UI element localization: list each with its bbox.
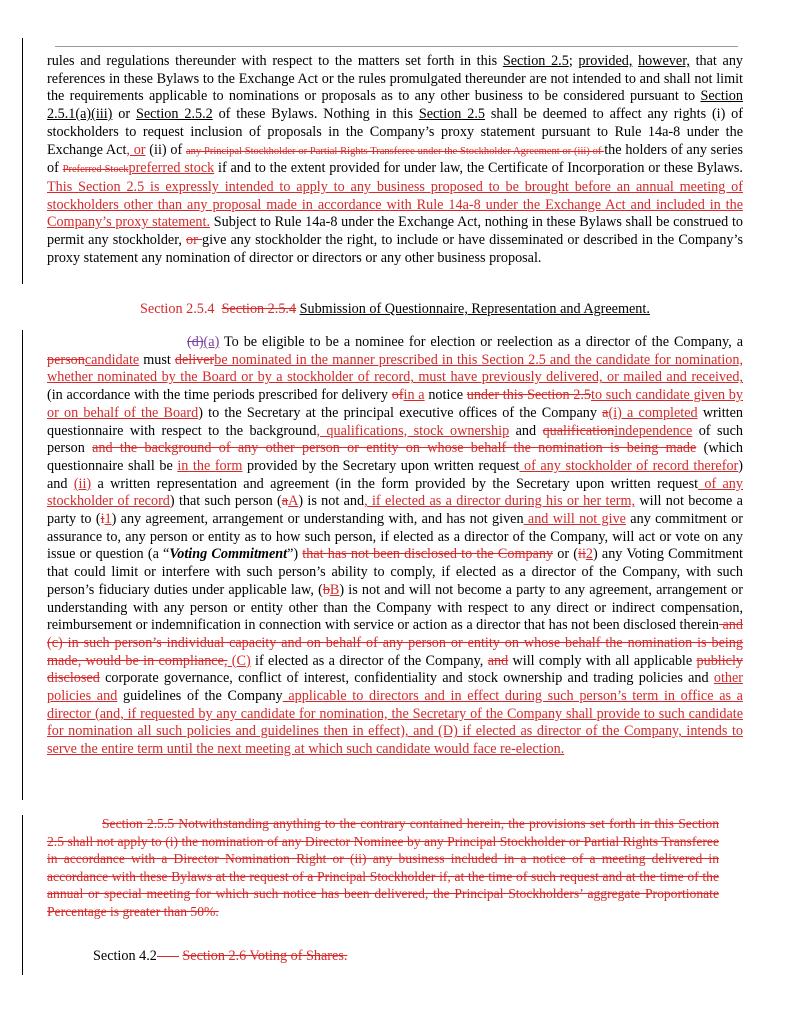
paragraph-section-2-5-5-deleted: Section 2.5.5 Notwithstanding anything to the contrary contained herein, the provisions set forth in this Section 2.5 shall not apply to (i) the nomination of any Director Nominee by any Principal Stockholder or Partial Rights Transferee in accordance with a Director Nomination Right or (ii) any business included in a notice of a meeting delivered in accordance with these Bylaws at the request of a Principal Stockholder if, at the time of such request and at the time of the annual or special meeting for which such notice has been delivered, the Principal Stockholders’ aggregate Proportionate Percentage is greater than 50%.: [47, 816, 719, 919]
paragraph-section-2-5-closing: rules and regulations thereunder with respect to the matters set forth in this Section 2.5; provided, however, that any references in these Bylaws to the Exchange Act or the rules promulgated thereunder are not intended to and shall not limit the requirements applicable to nominations or proposals as to any other business to be considered pursuant to Section 2.5.1(a)(iii) or Section 2.5.2 of these Bylaws. Nothing in this Section 2.5 shall be deemed to affect any rights (i) of stockholders to request inclusion of proposals in the Company’s proxy statement pursuant to Rule 14a-8 under the Exchange Act, or (ii) of any Principal Stockholder or Partial Rights Transferee under the Stockholder Agreement or (iii) of the holders of any series of Preferred Stockpreferred stock if and to the extent provided for under law, the Certificate of Incorporation or these Bylaws. This Section 2.5 is expressly intended to apply to any business proposed to be brought before an annual meeting of stockholders other than any proposal made in accordance with Rule 14a-8 under the Exchange Act and included in the Company’s proxy statement. Subject to Rule 14a-8 under the Exchange Act, nothing in these Bylaws shall be construed to permit any stockholder, or give any stockholder the right, to include or have disseminated or described in the Company’s proxy statement any nomination of director or directors or any other business proposal.: [47, 53, 744, 266]
change-bar: [22, 815, 23, 975]
footer-section-heading: Section 4.2 Section 2.6 Voting of Shares.: [93, 948, 348, 964]
change-bar: [22, 330, 23, 800]
header-rule: [55, 46, 738, 47]
section-heading: Section 2.5.4 Section 2.5.4 Submission of Questionnaire, Representation and Agreement.: [140, 301, 650, 317]
paragraph-section-2-5-4: (d)(a) To be eligible to be a nominee for election or reelection as a director of the Company, a personcandidate must deliverbe nominated in the manner prescribed in this Section 2.5 and the candidate for nomination, whether nominated by the Board or by a stockholder of record, must have previously delivered, or mailed and received, (in accordance with the time periods prescribed for delivery ofin a notice under this Section 2.5to such candidate given by or on behalf of the Board) to the Secretary at the principal executive offices of the Company a(i) a completed written questionnaire with respect to the background, qualifications, stock ownership and qualificationindependence of such person and the background of any other person or entity on whose behalf the nomination is being made (which questionnaire shall be in the form provided by the Secretary upon written request of any stockholder of record therefor) and (ii) a written representation and agreement (in the form provided by the Secretary upon written request of any stockholder of record) that such person (aA) is not and, if elected as a director during his or her term, will not become a party to (i1) any agreement, arrangement or understanding with, and has not given and will not give any commitment or assurance to, any person or entity as to how such person, if elected as a director of the Company, will act or vote on any issue or question (a “Voting Commitment”) that has not been disclosed to the Company or (ii2) any Voting Commitment that could limit or interfere with such person’s ability to comply, if elected as a director of the Company, with such person’s fiduciary duties under applicable law, (bB) is not and will not become a party to any agreement, arrangement or understanding with any person or entity other than the Company with respect to any direct or indirect compensation, reimbursement or indemnification in connection with service or action as a director that has not been disclosed therein and (c) in such person’s individual capacity and on behalf of any person or entity on whose behalf the nomination is being made, would be in compliance, (C) if elected as a director of the Company, and will comply with all applicable publicly disclosed corporate governance, conflict of interest, confidentiality and stock ownership and trading policies and other policies and guidelines of the Company applicable to directors and in effect during such person’s term in office as a director (and, if requested by any candidate for nomination, the Secretary of the Company shall provide to such candidate for nomination all such policies and guidelines then in effect), and (D) if elected as director of the Company, intends to serve the entire term until the next meeting at which such candidate would face re-election.: [47, 334, 744, 758]
change-bar: [22, 38, 23, 284]
